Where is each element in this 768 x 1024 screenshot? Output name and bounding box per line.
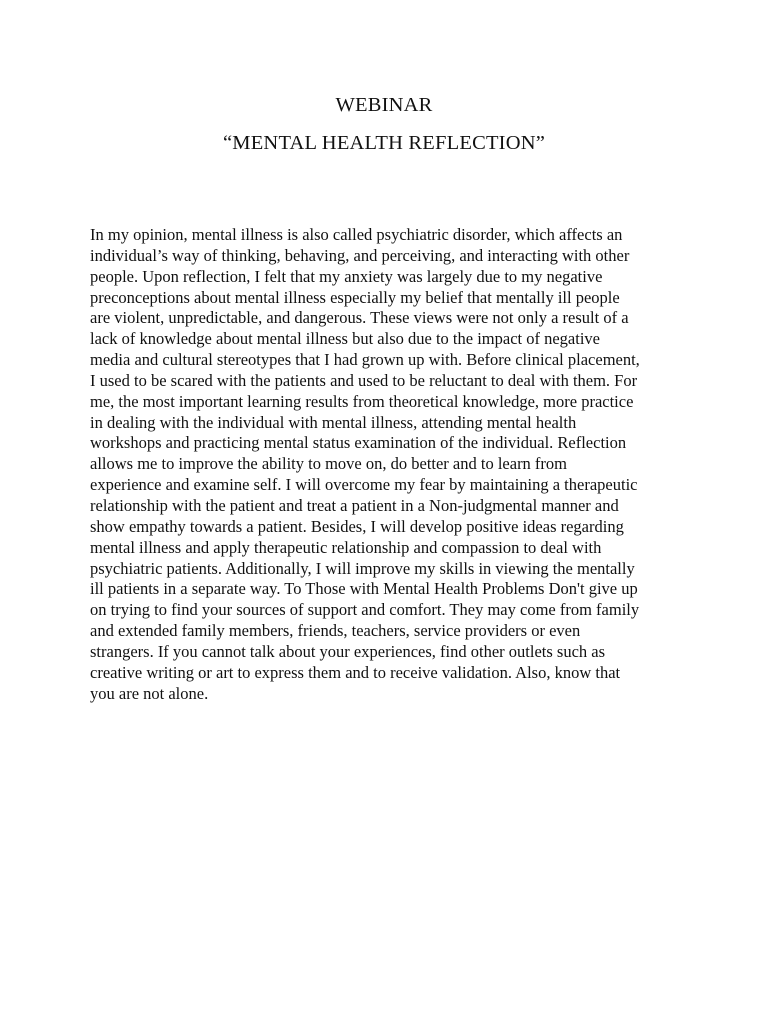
document-title: WEBINAR xyxy=(335,94,433,116)
body-line: individual’s way of thinking, behaving, and perceiving, and interacting with other xyxy=(90,245,630,265)
body-line: lack of knowledge about mental illness but also due to the impact of negative xyxy=(90,329,600,349)
body-line: mental illness and apply therapeutic relationship and compassion to deal with xyxy=(90,537,602,557)
body-line: show empathy towards a patient. Besides, I will develop positive ideas regarding xyxy=(90,516,624,536)
body-line: preconceptions about mental illness especially my belief that mentally ill people xyxy=(90,287,620,307)
body-paragraph xyxy=(90,225,690,704)
body-line: in dealing with the individual with mental illness, attending mental health xyxy=(90,412,577,432)
body-line: I used to be scared with the patients and used to be reluctant to deal with them. For xyxy=(90,370,638,390)
body-line: me, the most important learning results from theoretical knowledge, more practice xyxy=(90,391,634,411)
body-line: and extended family members, friends, teachers, service providers or even xyxy=(90,621,581,641)
body-line: experience and examine self. I will overcome my fear by maintaining a therapeutic xyxy=(90,475,638,495)
body-line: psychiatric patients. Additionally, I will improve my skills in viewing the mentally xyxy=(90,558,635,578)
body-line: workshops and practicing mental status examination of the individual. Reflection xyxy=(90,433,627,453)
body-line: people. Upon reflection, I felt that my anxiety was largely due to my negative xyxy=(90,266,603,286)
body-line: are violent, unpredictable, and dangerous. These views were not only a result of a xyxy=(90,308,629,328)
body-line: you are not alone. xyxy=(90,683,209,703)
body-line: strangers. If you cannot talk about your experiences, find other outlets such as xyxy=(90,641,606,661)
body-line: relationship with the patient and treat a patient in a Non-judgmental manner and xyxy=(90,495,619,515)
body-line: In my opinion, mental illness is also called psychiatric disorder, which affects an xyxy=(90,225,623,244)
body-line: allows me to improve the ability to move on, do better and to learn from xyxy=(90,454,568,474)
body-line: creative writing or art to express them and to receive validation. Also, know that xyxy=(90,662,621,682)
body-line: on trying to find your sources of support and comfort. They may come from family xyxy=(90,600,640,620)
document-subtitle: “MENTAL HEALTH REFLECTION” xyxy=(222,132,546,154)
body-line: media and cultural stereotypes that I had grown up with. Before clinical placement, xyxy=(90,350,640,370)
body-line: ill patients in a separate way. To Those with Mental Health Problems Don't give up xyxy=(90,579,638,599)
